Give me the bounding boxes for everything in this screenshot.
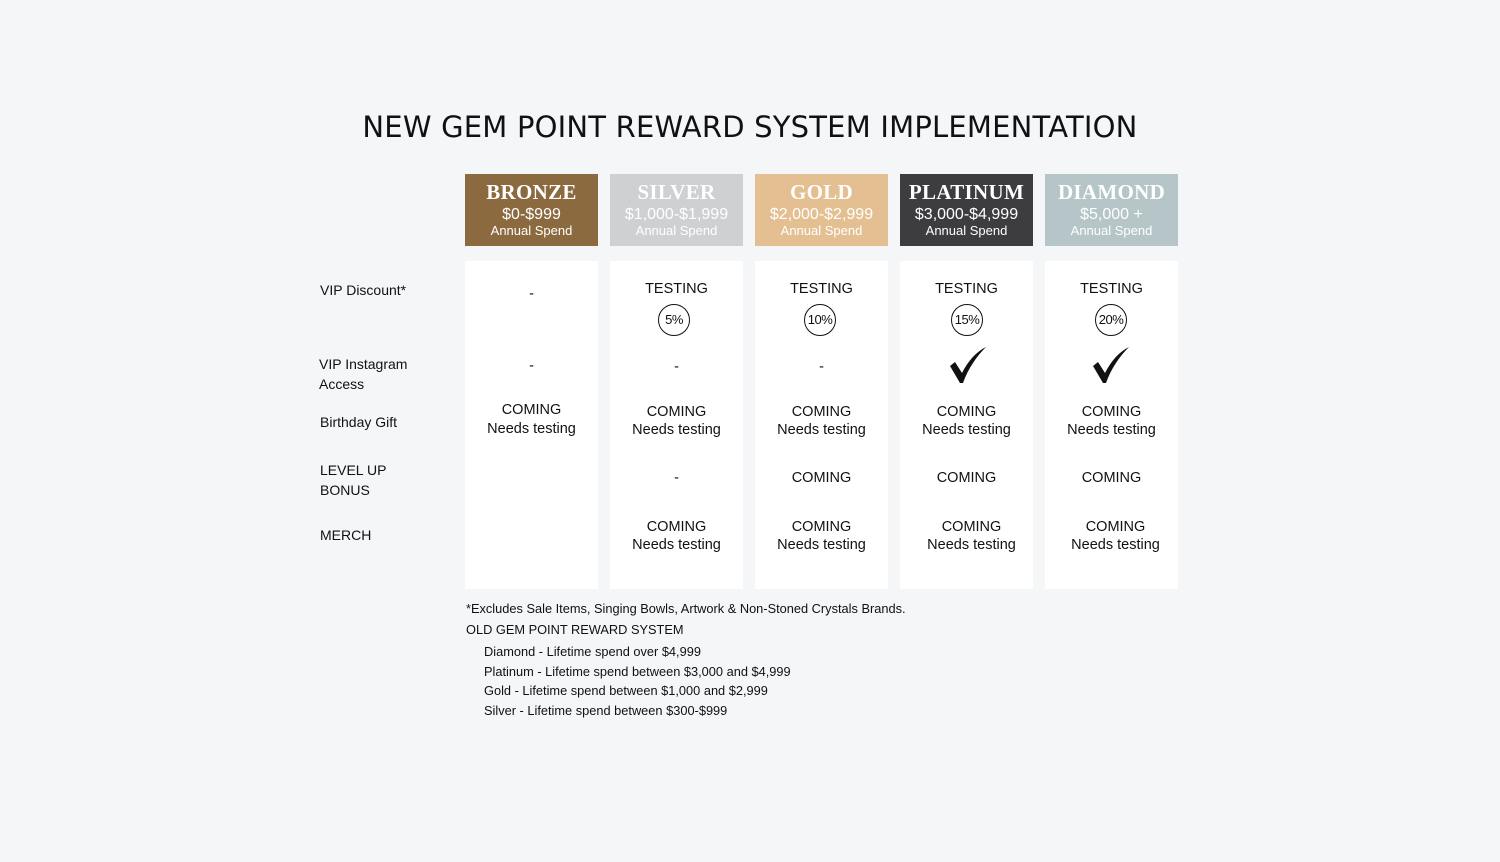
level-up-bonus-value: COMING xyxy=(1081,470,1142,486)
disclaimer-text: *Excludes Sale Items, Singing Bowls, Artwork & Non-Stoned Crystals Brands. xyxy=(466,601,906,616)
birthday-gift-note: Needs testing xyxy=(777,422,866,438)
old-system-item: Diamond - Lifetime spend over $4,999 xyxy=(484,644,701,659)
tier-column-diamond xyxy=(1045,261,1178,589)
row-label-level-up-bonus xyxy=(320,460,386,500)
row-label-merch: MERCH xyxy=(320,527,372,543)
vip-discount-value: - xyxy=(529,286,534,302)
merch-status: COMING xyxy=(791,519,852,535)
tier-sub: Annual Spend xyxy=(635,223,718,238)
birthday-gift-status: COMING xyxy=(646,404,707,420)
tier-name: GOLD xyxy=(789,180,854,204)
birthday-gift-note: Needs testing xyxy=(632,422,721,438)
merch-status: COMING xyxy=(1085,519,1146,535)
tier-range: $0-$999 xyxy=(502,206,561,223)
old-system-title: OLD GEM POINT REWARD SYSTEM xyxy=(466,622,684,637)
vip-instagram-value: - xyxy=(819,359,824,375)
merch-note: Needs testing xyxy=(777,537,866,553)
checkmark-icon xyxy=(1091,347,1131,385)
tier-header-platinum xyxy=(900,174,1033,246)
merch-note: Needs testing xyxy=(632,537,721,553)
vip-discount-status: TESTING xyxy=(790,281,853,297)
birthday-gift-status: COMING xyxy=(791,404,852,420)
vip-instagram-value: - xyxy=(529,358,534,374)
row-label-level-up-line2: BONUS xyxy=(320,482,370,498)
discount-percent-badge: 5% xyxy=(658,304,690,336)
merch-note: Needs testing xyxy=(927,537,1016,553)
tier-range: $3,000-$4,999 xyxy=(914,206,1019,223)
tier-range: $1,000-$1,999 xyxy=(624,206,729,223)
tier-name: PLATINUM xyxy=(908,180,1025,204)
row-label-vip-instagram xyxy=(319,354,407,394)
tier-range: $2,000-$2,999 xyxy=(769,206,874,223)
level-up-bonus-value: COMING xyxy=(936,470,997,486)
discount-percent-badge: 20% xyxy=(1095,304,1127,336)
page-title: NEW GEM POINT REWARD SYSTEM IMPLEMENTATION xyxy=(362,110,1138,144)
level-up-bonus-value: - xyxy=(674,470,679,486)
discount-percent-badge: 10% xyxy=(804,304,836,336)
birthday-gift-note: Needs testing xyxy=(487,421,576,437)
tier-column-gold xyxy=(755,261,888,589)
tier-sub: Annual Spend xyxy=(780,223,863,238)
merch-status: COMING xyxy=(646,519,707,535)
tier-range: $5,000 + xyxy=(1080,206,1143,223)
row-label-vip-instagram-line1: VIP Instagram xyxy=(319,356,408,372)
checkmark-icon xyxy=(948,347,988,385)
birthday-gift-note: Needs testing xyxy=(1067,422,1156,438)
row-label-vip-discount: VIP Discount* xyxy=(320,282,407,298)
tier-sub: Annual Spend xyxy=(1070,223,1153,238)
tier-name: SILVER xyxy=(637,180,716,204)
tier-header-bronze xyxy=(465,174,598,246)
tier-sub: Annual Spend xyxy=(490,223,573,238)
tier-column-platinum xyxy=(900,261,1033,589)
birthday-gift-status: COMING xyxy=(936,404,997,420)
row-label-birthday-gift: Birthday Gift xyxy=(320,414,398,430)
row-label-level-up-line1: LEVEL UP xyxy=(320,462,387,478)
old-system-item: Gold - Lifetime spend between $1,000 and $2,999 xyxy=(484,683,768,698)
old-system-item: Platinum - Lifetime spend between $3,000 and $4,999 xyxy=(484,664,791,679)
merch-note: Needs testing xyxy=(1071,537,1160,553)
tier-name: BRONZE xyxy=(486,180,577,204)
tier-header-silver xyxy=(610,174,743,246)
tier-header-gold xyxy=(755,174,888,246)
tier-name: DIAMOND xyxy=(1057,180,1166,204)
vip-discount-status: TESTING xyxy=(645,281,708,297)
tier-column-silver xyxy=(610,261,743,589)
old-system-item: Silver - Lifetime spend between $300-$999 xyxy=(484,703,728,718)
vip-discount-status: TESTING xyxy=(935,281,998,297)
tier-column-bronze xyxy=(465,261,598,589)
birthday-gift-status: COMING xyxy=(501,402,562,418)
level-up-bonus-value: COMING xyxy=(791,470,852,486)
vip-instagram-value: - xyxy=(674,359,679,375)
birthday-gift-note: Needs testing xyxy=(922,422,1011,438)
tier-header-diamond xyxy=(1045,174,1178,246)
vip-discount-status: TESTING xyxy=(1080,281,1143,297)
row-label-vip-instagram-line2: Access xyxy=(319,376,365,392)
merch-status: COMING xyxy=(941,519,1002,535)
tier-sub: Annual Spend xyxy=(925,223,1008,238)
discount-percent-badge: 15% xyxy=(951,304,983,336)
birthday-gift-status: COMING xyxy=(1081,404,1142,420)
